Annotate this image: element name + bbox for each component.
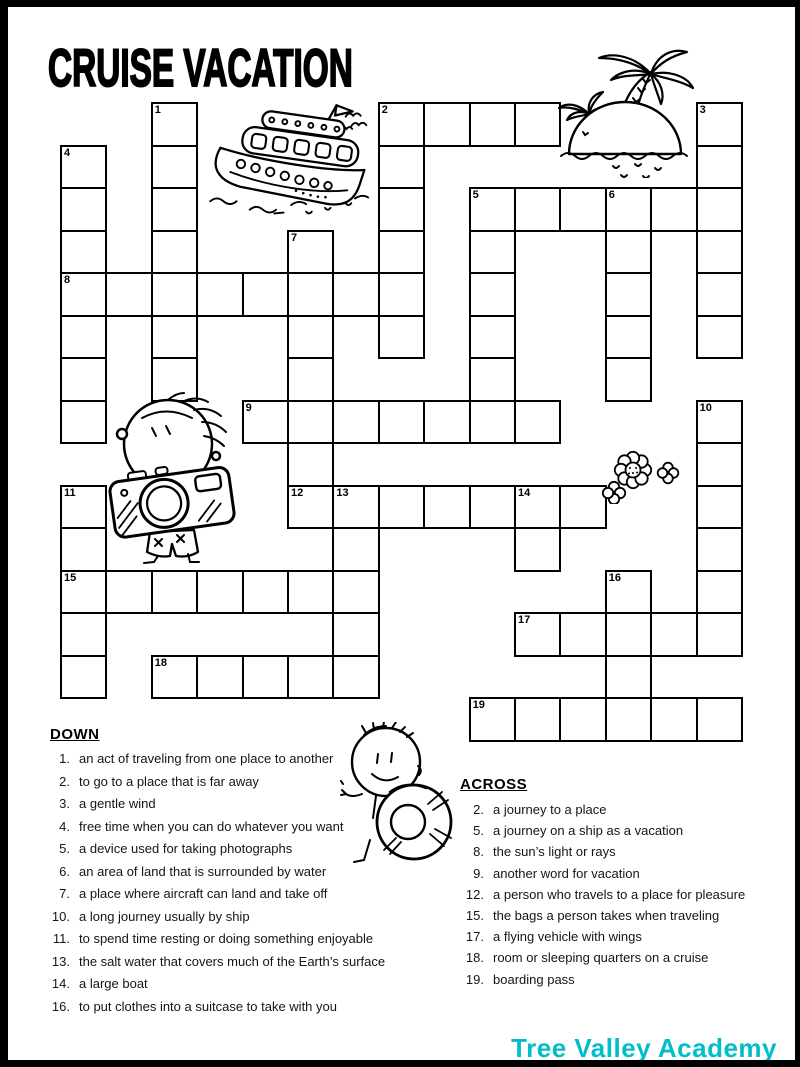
clue-item-5: [460, 823, 745, 844]
grid-cell-r4c3[interactable]: [196, 272, 243, 317]
grid-cell-r10c0[interactable]: [60, 527, 107, 572]
cell-number: 8: [64, 274, 71, 286]
grid-cell-r1c14[interactable]: [696, 145, 743, 190]
grid-cell-r2c0[interactable]: [60, 187, 107, 232]
clue-item-8: [460, 844, 745, 865]
grid-cell-r2c10[interactable]: [514, 187, 561, 232]
cell-number: 19: [472, 699, 485, 711]
clue-text: an act of traveling from one place to another: [79, 751, 334, 766]
grid-cell-r4c0[interactable]: [60, 272, 107, 317]
grid-cell-r12c14[interactable]: [696, 612, 743, 657]
grid-cell-r8c5[interactable]: [287, 442, 334, 487]
grid-cell-r13c0[interactable]: [60, 655, 107, 700]
clue-text: room or sleeping quarters on a cruise: [493, 950, 709, 966]
clue-text: the sun’s light or rays: [493, 844, 616, 860]
clue-text: to put clothes into a suitcase to take with you: [79, 998, 337, 1014]
down-clue-list: [50, 751, 385, 1021]
grid-cell-r4c4[interactable]: [242, 272, 289, 317]
grid-cell-r5c9[interactable]: [469, 315, 516, 360]
grid-cell-r13c3[interactable]: [196, 655, 243, 700]
grid-cell-r0c9[interactable]: [469, 102, 516, 147]
cell-number: 13: [336, 486, 349, 499]
grid-cell-r2c9[interactable]: [469, 187, 516, 232]
grid-cell-r1c2[interactable]: [151, 145, 198, 190]
clue-item-12: [460, 887, 745, 908]
grid-cell-r12c13[interactable]: [650, 612, 697, 657]
grid-cell-r0c10[interactable]: [514, 102, 561, 147]
clue-number: 13.: [51, 953, 70, 969]
clue-text: a place where aircraft can land and take off: [79, 886, 328, 901]
crossword-grid: [60, 102, 744, 742]
cell-number: 5: [472, 189, 479, 201]
across-clue-list: [460, 802, 745, 993]
grid-cell-r7c9[interactable]: [469, 400, 516, 445]
clue-text: another word for vacation: [493, 865, 640, 881]
grid-cell-r14c10[interactable]: [514, 697, 561, 742]
clue-number: 14.: [51, 976, 70, 991]
cell-number: 15: [64, 571, 77, 584]
clue-text: a device used for taking photographs: [79, 841, 293, 856]
cell-number: 2: [381, 104, 388, 116]
grid-cell-r6c12[interactable]: [605, 357, 652, 402]
grid-cell-r12c6[interactable]: [332, 612, 379, 657]
clue-item-7: [50, 886, 385, 909]
clue-text: a journey on a ship as a vacation: [493, 823, 684, 839]
clue-text: to spend time resting or doing something enjoyable: [79, 931, 374, 946]
grid-cell-r10c10[interactable]: [514, 527, 561, 572]
grid-cell-r9c10[interactable]: [514, 485, 561, 530]
grid-cell-r4c12[interactable]: [605, 272, 652, 317]
grid-cell-r13c2[interactable]: [151, 655, 198, 700]
clue-text: free time when you can do whatever you want: [79, 818, 344, 834]
clue-item-10: [50, 909, 385, 932]
clue-text: a large boat: [79, 976, 148, 991]
clue-number: 2.: [473, 802, 484, 817]
grid-cell-r4c1[interactable]: [105, 272, 152, 317]
grid-cell-r11c4[interactable]: [242, 570, 289, 615]
grid-cell-r10c14[interactable]: [696, 527, 743, 572]
clue-text: the salt water that covers much of the Earth’s surface: [79, 953, 386, 969]
grid-cell-r13c5[interactable]: [287, 655, 334, 700]
grid-cell-r10c6[interactable]: [332, 527, 379, 572]
clue-number: 18.: [465, 950, 484, 966]
grid-cell-r5c14[interactable]: [696, 315, 743, 360]
grid-cell-r11c2[interactable]: [151, 570, 198, 615]
clue-text: a flying vehicle with wings: [493, 929, 642, 945]
grid-cell-r14c11[interactable]: [559, 697, 606, 742]
grid-cell-r5c2[interactable]: [151, 315, 198, 360]
clue-number: 19.: [465, 971, 484, 987]
grid-cell-r2c7[interactable]: [378, 187, 425, 232]
cell-number: 3: [699, 104, 706, 116]
cell-number: 17: [518, 614, 531, 626]
clue-item-1: [50, 751, 385, 774]
clue-text: to go to a place that is far away: [79, 773, 259, 789]
grid-cell-r11c6[interactable]: [332, 570, 379, 615]
grid-cell-r13c4[interactable]: [242, 655, 289, 700]
grid-cell-r3c7[interactable]: [378, 230, 425, 275]
clue-number: 8.: [473, 844, 484, 860]
grid-cell-r4c9[interactable]: [469, 272, 516, 317]
cell-number: 18: [154, 656, 168, 669]
cell-number: 4: [64, 146, 71, 159]
grid-cell-r5c7[interactable]: [378, 315, 425, 360]
grid-cell-r11c3[interactable]: [196, 570, 243, 615]
grid-cell-r7c7[interactable]: [378, 400, 425, 445]
cell-number: 14: [518, 486, 531, 499]
clue-item-16: [50, 999, 385, 1022]
grid-cell-r11c12[interactable]: [605, 570, 652, 615]
clue-number: 11.: [52, 931, 70, 946]
grid-cell-r8c14[interactable]: [696, 442, 743, 487]
brand-logo: Tree Valley Academy: [511, 1033, 777, 1063]
grid-cell-r3c2[interactable]: [151, 230, 198, 275]
grid-cell-r12c11[interactable]: [559, 612, 606, 657]
clue-text: boarding pass: [493, 971, 575, 987]
grid-cell-r13c12[interactable]: [605, 655, 652, 700]
grid-cell-r7c8[interactable]: [423, 400, 470, 445]
grid-cell-r4c5[interactable]: [287, 272, 334, 317]
clue-number: 15.: [465, 907, 484, 923]
clue-text: the bags a person takes when traveling: [493, 907, 720, 923]
grid-cell-r1c0[interactable]: [60, 145, 107, 190]
clue-number: 5.: [473, 823, 484, 839]
clue-text: an area of land that is surrounded by water: [79, 863, 327, 879]
clue-item-13: [50, 954, 385, 977]
grid-cell-r7c0[interactable]: [60, 400, 107, 445]
clue-item-2: [460, 802, 745, 823]
clue-item-6: [50, 864, 385, 887]
grid-cell-r9c7[interactable]: [378, 485, 425, 530]
grid-cell-r3c14[interactable]: [696, 230, 743, 275]
clue-item-17: [460, 929, 745, 950]
grid-cell-r5c0[interactable]: [60, 315, 107, 360]
clue-text: a long journey usually by ship: [79, 908, 250, 924]
clue-item-3: [50, 796, 385, 819]
grid-cell-r9c0[interactable]: [60, 485, 107, 530]
grid-cell-r0c7[interactable]: [378, 102, 425, 147]
clue-item-5: [50, 841, 385, 864]
grid-cell-r11c5[interactable]: [287, 570, 334, 615]
grid-cell-r4c2[interactable]: [151, 272, 198, 317]
clue-item-9: [460, 866, 745, 887]
grid-cell-r13c6[interactable]: [332, 655, 379, 700]
clue-number: 2.: [59, 773, 70, 789]
cell-number: 10: [699, 401, 712, 414]
grid-cell-r14c13[interactable]: [650, 697, 697, 742]
clue-number: 17.: [465, 929, 484, 945]
clue-item-2: [50, 774, 385, 797]
grid-cell-r2c11[interactable]: [559, 187, 606, 232]
clue-number: 7.: [59, 886, 70, 901]
clue-text: a gentle wind: [79, 796, 156, 811]
cell-number: 6: [608, 189, 615, 201]
grid-cell-r12c12[interactable]: [605, 612, 652, 657]
cell-number: 9: [245, 401, 252, 414]
clue-number: 6.: [59, 863, 70, 879]
grid-cell-r9c5[interactable]: [287, 485, 334, 530]
grid-cell-r9c8[interactable]: [423, 485, 470, 530]
grid-cell-r4c6[interactable]: [332, 272, 379, 317]
grid-cell-r3c12[interactable]: [605, 230, 652, 275]
grid-cell-r14c14[interactable]: [696, 697, 743, 742]
grid-cell-r9c6[interactable]: [332, 485, 379, 530]
clue-number: 9.: [473, 865, 484, 881]
grid-cell-r3c9[interactable]: [469, 230, 516, 275]
clue-item-14: [50, 976, 385, 999]
grid-cell-r5c5[interactable]: [287, 315, 334, 360]
grid-cell-r0c2[interactable]: [151, 102, 198, 147]
grid-cell-r14c12[interactable]: [605, 697, 652, 742]
grid-cell-r6c2[interactable]: [151, 357, 198, 402]
clue-item-18: [460, 950, 745, 971]
grid-cell-r7c14[interactable]: [696, 400, 743, 445]
clue-item-19: [460, 972, 745, 993]
grid-cell-r3c5[interactable]: [287, 230, 334, 275]
grid-cell-r2c14[interactable]: [696, 187, 743, 232]
clue-number: 3.: [59, 796, 70, 811]
grid-cell-r11c1[interactable]: [105, 570, 152, 615]
grid-cell-r4c7[interactable]: [378, 272, 425, 317]
grid-cell-r9c11[interactable]: [559, 485, 606, 530]
grid-cell-r6c0[interactable]: [60, 357, 107, 402]
cell-number: 12: [291, 486, 304, 499]
grid-cell-r14c9[interactable]: [469, 697, 516, 742]
cell-number: 16: [608, 571, 622, 584]
grid-cell-r2c2[interactable]: [151, 187, 198, 232]
clue-number: 5.: [59, 841, 70, 856]
grid-cell-r0c8[interactable]: [423, 102, 470, 147]
grid-cell-r6c5[interactable]: [287, 357, 334, 402]
clue-item-11: [50, 931, 385, 954]
grid-cell-r7c5[interactable]: [287, 400, 334, 445]
cell-number: 11: [64, 486, 76, 499]
clue-number: 10.: [51, 908, 70, 924]
grid-cell-r6c9[interactable]: [469, 357, 516, 402]
grid-cell-r7c6[interactable]: [332, 400, 379, 445]
clue-text: a person who travels to a place for pleasure: [493, 886, 746, 902]
grid-cell-r0c14[interactable]: [696, 102, 743, 147]
clue-item-15: [460, 908, 745, 929]
clue-number: 12.: [465, 886, 484, 902]
grid-cell-r5c12[interactable]: [605, 315, 652, 360]
grid-cell-r4c14[interactable]: [696, 272, 743, 317]
grid-cell-r11c0[interactable]: [60, 570, 107, 615]
grid-cell-r9c9[interactable]: [469, 485, 516, 530]
grid-cell-r7c10[interactable]: [514, 400, 561, 445]
grid-cell-r9c14[interactable]: [696, 485, 743, 530]
grid-cell-r2c12[interactable]: [605, 187, 652, 232]
grid-cell-r12c10[interactable]: [514, 612, 561, 657]
across-heading: ACROSS: [460, 776, 528, 793]
clue-number: 16.: [51, 998, 70, 1014]
grid-cell-r2c13[interactable]: [650, 187, 697, 232]
grid-cell-r1c7[interactable]: [378, 145, 425, 190]
clue-text: a journey to a place: [493, 802, 607, 817]
grid-cell-r7c4[interactable]: [242, 400, 289, 445]
clue-item-4: [50, 819, 385, 842]
grid-cell-r12c0[interactable]: [60, 612, 107, 657]
grid-cell-r3c0[interactable]: [60, 230, 107, 275]
clue-number: 1.: [59, 751, 70, 766]
down-heading: DOWN: [50, 726, 100, 743]
clue-number: 4.: [59, 818, 70, 834]
page-title: CRUISE VACATION: [48, 39, 353, 98]
grid-cell-r11c14[interactable]: [696, 570, 743, 615]
cell-number: 7: [291, 231, 298, 244]
cell-number: 1: [154, 104, 161, 116]
